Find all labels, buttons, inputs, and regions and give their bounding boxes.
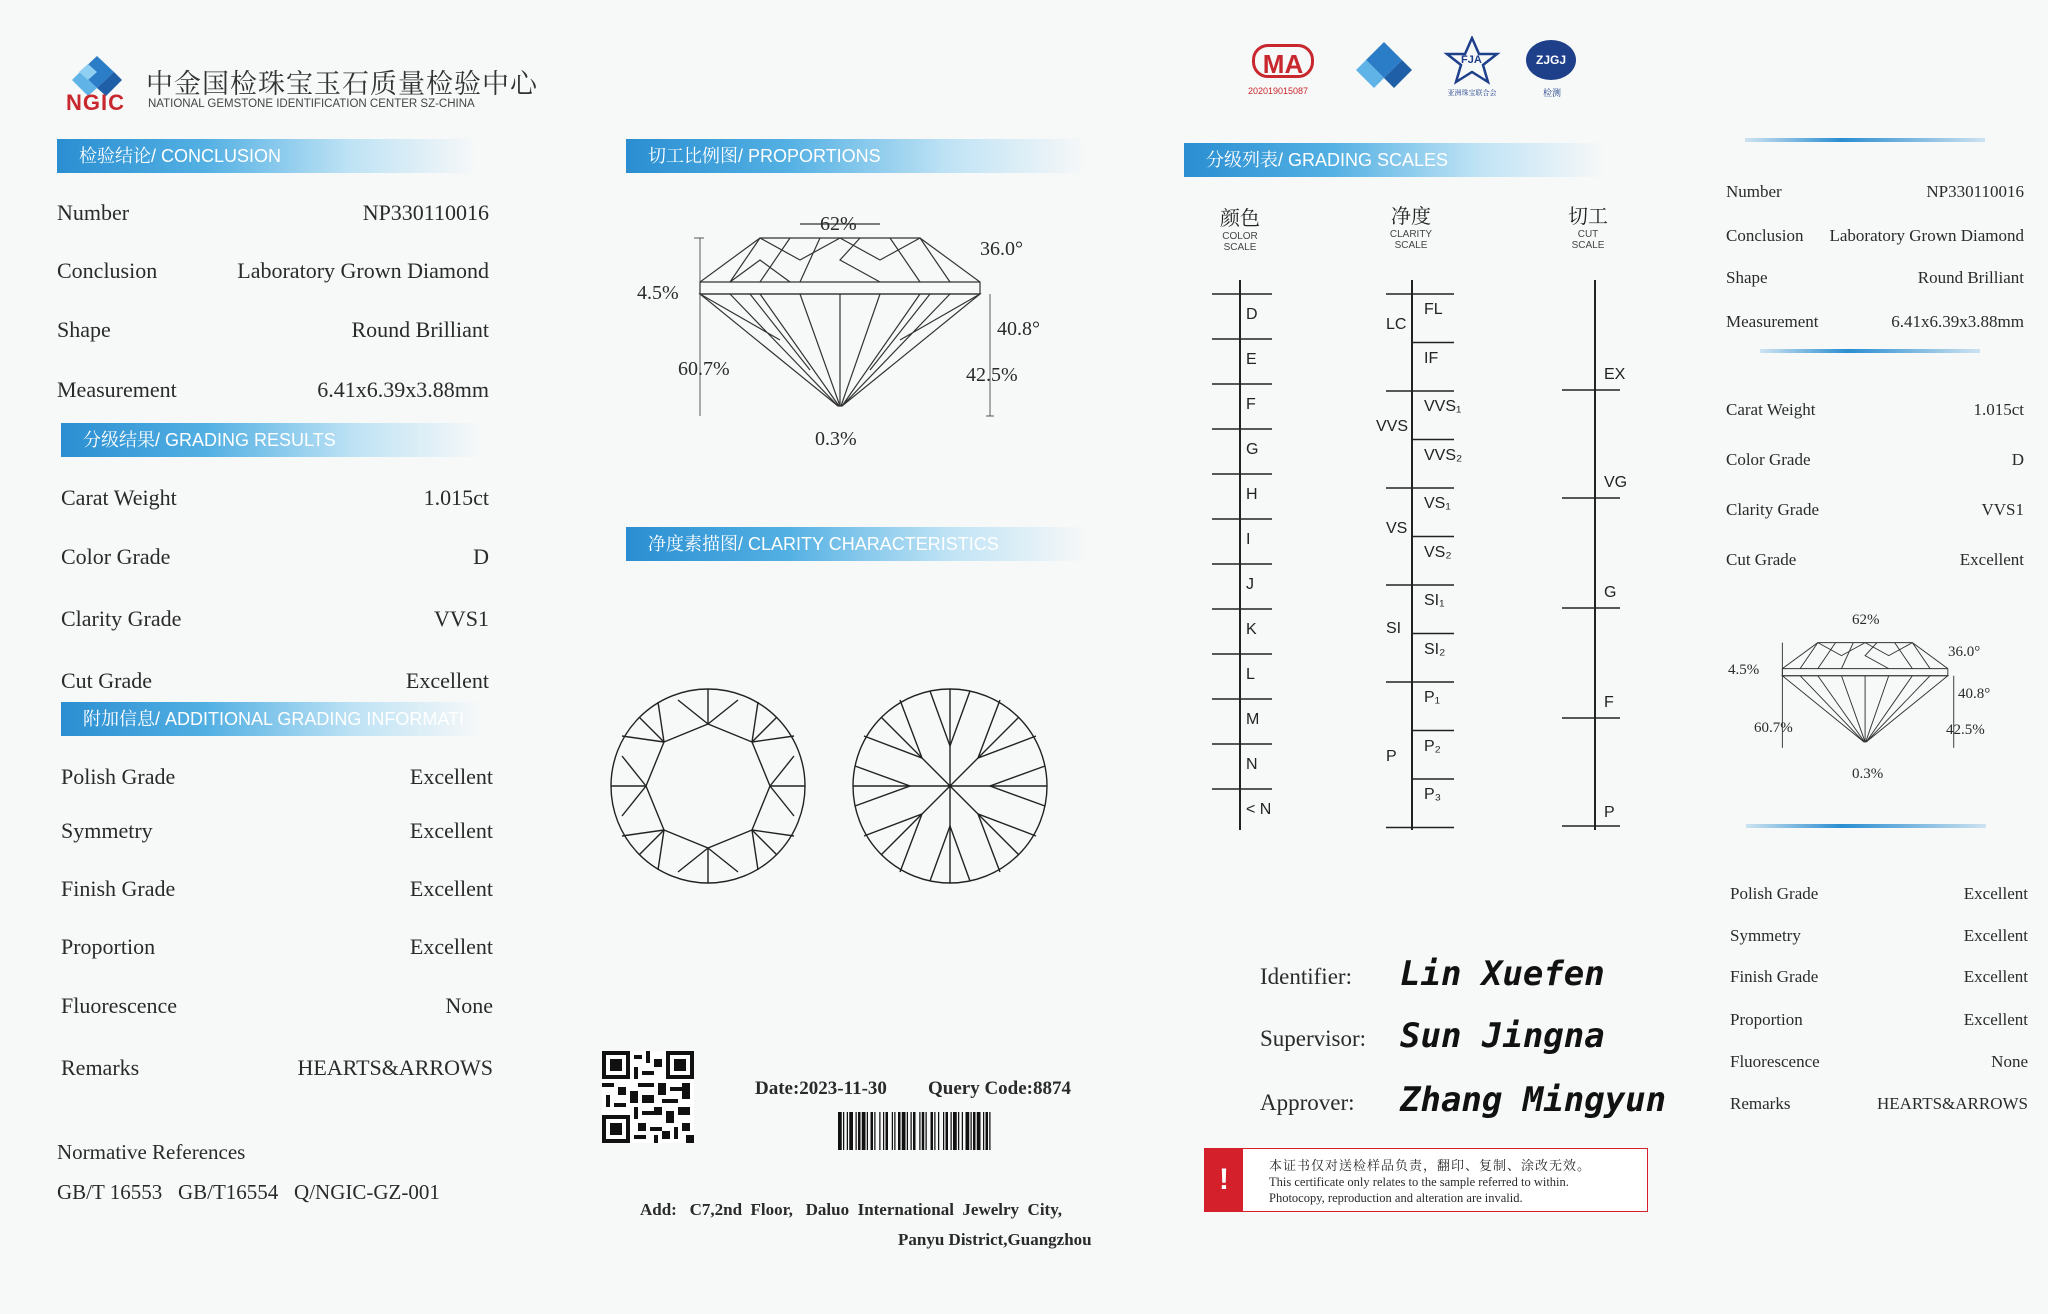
barcode-bar	[902, 1112, 906, 1150]
barcode-bar	[966, 1112, 970, 1150]
zjgj-logo	[1522, 38, 1582, 100]
info-value: 1.015ct	[423, 485, 489, 510]
info-label: Proportion	[61, 934, 156, 959]
color-grade-label: K	[1246, 621, 1257, 638]
references-title: Normative References	[57, 1140, 246, 1164]
info-label: Measurement	[1726, 312, 1819, 331]
cma-logo	[1248, 44, 1318, 100]
card-proportion-pavilion-depth: 42.5%	[1946, 722, 1985, 738]
card-divider-2	[1746, 824, 1986, 828]
info-value: Excellent	[405, 668, 489, 693]
card-divider-1	[1760, 349, 1980, 353]
clarity-grade-label: P₂	[1424, 737, 1441, 755]
info-label: Cut Grade	[1726, 550, 1797, 569]
cut-scale-header	[1558, 200, 1618, 251]
proportion-pavilion-depth: 42.5%	[966, 364, 1018, 386]
info-value: Round Brilliant	[1917, 268, 2024, 287]
signature-name: Sun Jingna	[1400, 1016, 1605, 1056]
address-line-1: Add: C7,2nd Floor, Daluo International Jewelry City,	[640, 1200, 1063, 1219]
color-grade-label: N	[1246, 756, 1258, 773]
clarity-group-label: VVS	[1376, 418, 1409, 435]
info-label: Conclusion	[57, 258, 158, 283]
info-label: Color Grade	[61, 544, 171, 569]
info-label: Proportion	[1730, 1010, 1803, 1029]
color-grade-label: F	[1246, 396, 1256, 413]
info-value: Excellent	[1959, 550, 2024, 569]
barcode-bar	[886, 1112, 889, 1150]
info-value: Laboratory Grown Diamond	[1829, 226, 2024, 245]
cma-number: 202019015087	[1248, 86, 1309, 96]
query-code: Query Code:8874	[928, 1078, 1072, 1099]
barcode-bar	[953, 1112, 957, 1150]
color-scale-cn: 颜色	[1220, 208, 1260, 230]
clarity-group-label: SI	[1386, 620, 1402, 637]
barcode-bar	[892, 1112, 893, 1150]
barcode-bar	[946, 1112, 949, 1150]
barcode-bar	[856, 1112, 857, 1150]
info-value: Excellent	[1963, 926, 2028, 945]
info-value: Excellent	[409, 764, 493, 789]
info-value: Excellent	[409, 934, 493, 959]
clarity-pavilion-view	[850, 686, 1050, 886]
info-label: Finish Grade	[61, 876, 176, 901]
card-proportions-diagram	[1776, 632, 1966, 762]
barcode-bar	[907, 1112, 908, 1150]
references-codes: GB/T 16553 GB/T16554 Q/NGIC-GZ-001	[57, 1180, 440, 1204]
fja-caption: 亚洲珠宝联合会	[1447, 90, 1497, 97]
clarity-grade-label: VS₁	[1424, 495, 1451, 512]
info-label: Remarks	[1730, 1094, 1791, 1113]
proportion-table: 62%	[820, 213, 857, 235]
section-grading-results: 分级结果/ GRADING RESULTS	[61, 423, 481, 457]
clarity-grade-label: P₃	[1424, 786, 1442, 803]
barcode-bar	[898, 1112, 901, 1150]
info-label: Symmetry	[1730, 926, 1801, 945]
info-label: Fluorescence	[61, 993, 178, 1018]
card-proportion-total-depth: 60.7%	[1754, 720, 1793, 736]
warning-cn: 本证书仅对送检样品负责，翻印、复制、涂改无效。	[1269, 1158, 1592, 1173]
clarity-grade-label: VS₂	[1424, 543, 1452, 561]
barcode-bar	[922, 1112, 925, 1150]
cut-scale-en2: SCALE	[1571, 240, 1605, 251]
barcode-bar	[958, 1112, 959, 1150]
clarity-scale-en1: CLARITY	[1389, 229, 1433, 240]
barcode-bar	[943, 1112, 944, 1150]
barcode-bar	[894, 1112, 895, 1150]
card-proportion-crown-height: 4.5%	[1728, 662, 1760, 678]
info-label: Polish Grade	[61, 764, 176, 789]
barcode-bar	[858, 1112, 861, 1150]
color-grade-label: D	[1246, 306, 1258, 323]
barcode-bar	[843, 1112, 844, 1150]
info-label: Polish Grade	[1730, 884, 1819, 903]
info-value: Excellent	[1963, 884, 2028, 903]
info-value: Excellent	[409, 818, 493, 843]
info-label: Measurement	[57, 377, 177, 402]
barcode-bar	[977, 1112, 981, 1150]
info-label: Color Grade	[1726, 450, 1811, 469]
cut-grade-label: F	[1604, 694, 1614, 711]
color-grade-label: J	[1246, 576, 1254, 593]
info-value: VVS1	[1981, 500, 2024, 519]
signature-name: Lin Xuefen	[1400, 954, 1605, 994]
barcode[interactable]	[838, 1112, 1082, 1150]
cut-grade-label: G	[1604, 584, 1617, 601]
info-value: Excellent	[1963, 1010, 2028, 1029]
info-value: D	[473, 544, 489, 569]
info-value: Excellent	[1963, 967, 2028, 986]
color-grade-label: H	[1246, 486, 1258, 503]
qr-code[interactable]	[602, 1051, 694, 1143]
clarity-grade-label: VVS₁	[1424, 398, 1462, 415]
color-scale-en1: COLOR	[1222, 231, 1258, 242]
info-value: None	[1991, 1052, 2028, 1071]
info-label: Remarks	[61, 1055, 140, 1080]
clarity-scale-cn: 净度	[1391, 206, 1431, 228]
barcode-bar	[986, 1112, 989, 1150]
signature-label: Identifier:	[1260, 964, 1352, 989]
cma-mark: MA	[1252, 44, 1314, 78]
barcode-bar	[913, 1112, 916, 1150]
warning-box	[1204, 1148, 1648, 1212]
logo-text: NGIC	[66, 90, 125, 115]
proportion-total-depth: 60.7%	[678, 358, 730, 380]
barcode-bar	[867, 1112, 868, 1150]
info-label: Clarity Grade	[1726, 500, 1819, 519]
color-scale-header	[1210, 202, 1270, 253]
info-label: Shape	[1726, 268, 1768, 287]
signature-name: Zhang Mingyun	[1400, 1080, 1667, 1120]
info-value: Excellent	[409, 876, 493, 901]
barcode-bar	[934, 1112, 935, 1150]
fja-mark: FJA	[1461, 54, 1482, 66]
signature-label: Supervisor:	[1260, 1026, 1367, 1051]
info-label: Symmetry	[61, 818, 153, 843]
info-value: 6.41x6.39x3.88mm	[317, 377, 489, 402]
issue-date: Date:2023-11-30	[755, 1078, 887, 1099]
info-label: Clarity Grade	[61, 606, 182, 631]
fja-logo	[1440, 36, 1504, 100]
info-value: NP330110016	[1926, 182, 2024, 201]
info-label: Conclusion	[1726, 226, 1804, 245]
cut-scale-cn: 切工	[1568, 206, 1608, 228]
clarity-group-label: VS	[1386, 520, 1408, 537]
barcode-bar	[871, 1112, 874, 1150]
barcode-bar	[874, 1112, 875, 1150]
card-divider-top	[1745, 138, 1985, 142]
barcode-bar	[931, 1112, 934, 1150]
color-grade-label: L	[1246, 666, 1255, 683]
barcode-bar	[989, 1112, 990, 1150]
zjgj-mark: ZJGJ	[1526, 40, 1576, 80]
section-conclusion: 检验结论/ CONCLUSION	[57, 139, 477, 173]
signature-label: Approver:	[1260, 1090, 1355, 1115]
color-grade-label: E	[1246, 351, 1257, 368]
color-scale-en2: SCALE	[1223, 242, 1257, 253]
org-name-cn: 中金国检珠宝玉石质量检验中心	[146, 69, 538, 99]
section-clarity: 净度素描图/ CLARITY CHARACTERISTICS	[626, 527, 1086, 561]
barcode-bar	[883, 1112, 884, 1150]
barcode-bar	[919, 1112, 920, 1150]
barcode-bar	[849, 1112, 853, 1150]
info-label: Number	[1726, 182, 1782, 201]
clarity-grade-label: IF	[1424, 349, 1439, 367]
clarity-grade-label: FL	[1424, 301, 1443, 318]
color-grade-label: I	[1246, 531, 1251, 548]
proportion-crown-height: 4.5%	[637, 282, 679, 304]
warning-en-2: Photocopy, reproduction and alteration are invalid.	[1269, 1191, 1523, 1205]
ngic-emblem-icon	[1352, 40, 1416, 96]
barcode-bar	[973, 1112, 976, 1150]
info-value: 6.41x6.39x3.88mm	[1891, 312, 2024, 331]
info-label: Shape	[57, 317, 111, 342]
info-value: HEARTS&ARROWS	[297, 1055, 493, 1080]
barcode-bar	[951, 1112, 952, 1150]
section-additional: 附加信息/ ADDITIONAL GRADING INFORMATI	[61, 702, 481, 736]
info-label: Carat Weight	[61, 485, 177, 510]
info-label: Finish Grade	[1730, 967, 1819, 986]
warning-icon: !	[1205, 1149, 1243, 1211]
cut-grade-label: P	[1604, 804, 1615, 821]
proportion-culet: 0.3%	[815, 428, 857, 450]
info-label: Cut Grade	[61, 668, 153, 693]
address-line-2: Panyu District,Guangzhou	[898, 1230, 1092, 1249]
clarity-scale-en2: SCALE	[1394, 240, 1428, 251]
info-value: Laboratory Grown Diamond	[237, 258, 489, 283]
zjgj-caption: 检测	[1542, 88, 1561, 98]
cut-grade-label: EX	[1604, 366, 1626, 383]
clarity-grade-label: SI₂	[1424, 640, 1446, 658]
barcode-bar	[847, 1112, 848, 1150]
org-name-en: NATIONAL GEMSTONE IDENTIFICATION CENTER SZ-CHINA	[148, 98, 475, 110]
barcode-bar	[838, 1112, 842, 1150]
info-value: HEARTS&ARROWS	[1876, 1094, 2028, 1113]
card-proportion-culet: 0.3%	[1852, 766, 1884, 782]
barcode-bar	[862, 1112, 866, 1150]
barcode-bar	[938, 1112, 939, 1150]
clarity-grade-label: VVS₂	[1424, 446, 1463, 464]
barcode-bar	[879, 1112, 880, 1150]
proportion-crown-angle: 36.0°	[980, 238, 1023, 260]
barcode-bar	[962, 1112, 963, 1150]
cut-grade-label: VG	[1604, 474, 1628, 491]
info-value: NP330110016	[362, 200, 489, 225]
card-proportion-table: 62%	[1852, 612, 1880, 628]
clarity-crown-view	[608, 686, 808, 886]
barcode-bar	[983, 1112, 984, 1150]
proportions-diagram	[690, 220, 1010, 440]
info-label: Number	[57, 200, 130, 225]
barcode-bar	[971, 1112, 972, 1150]
warning-en-1: This certificate only relates to the sample referred to within.	[1269, 1175, 1569, 1189]
clarity-scale-header	[1378, 200, 1444, 251]
info-label: Carat Weight	[1726, 400, 1816, 419]
section-scales: 分级列表/ GRADING SCALES	[1184, 143, 1604, 177]
card-proportion-pavilion-angle: 40.8°	[1958, 686, 1991, 702]
color-grade-label: M	[1246, 711, 1260, 728]
info-value: 1.015ct	[1973, 400, 2024, 419]
info-value: VVS1	[433, 606, 489, 631]
card-proportion-crown-angle: 36.0°	[1948, 644, 1981, 660]
barcode-bar	[911, 1112, 912, 1150]
barcode-bar	[926, 1112, 927, 1150]
info-value: None	[445, 993, 493, 1018]
color-grade-label: G	[1246, 441, 1259, 458]
info-label: Fluorescence	[1730, 1052, 1820, 1071]
info-value: D	[2011, 450, 2024, 469]
clarity-group-label: P	[1386, 748, 1397, 765]
clarity-group-label: LC	[1386, 316, 1407, 333]
info-value: Round Brilliant	[351, 317, 489, 342]
section-proportions: 切工比例图/ PROPORTIONS	[626, 139, 1086, 173]
clarity-grade-label: P₁	[1424, 689, 1441, 706]
cut-scale-en1: CUT	[1577, 229, 1599, 240]
color-grade-label: < N	[1246, 801, 1272, 818]
scale-lines	[1200, 270, 1620, 830]
proportion-pavilion-angle: 40.8°	[997, 318, 1040, 340]
clarity-grade-label: SI₁	[1424, 592, 1445, 609]
